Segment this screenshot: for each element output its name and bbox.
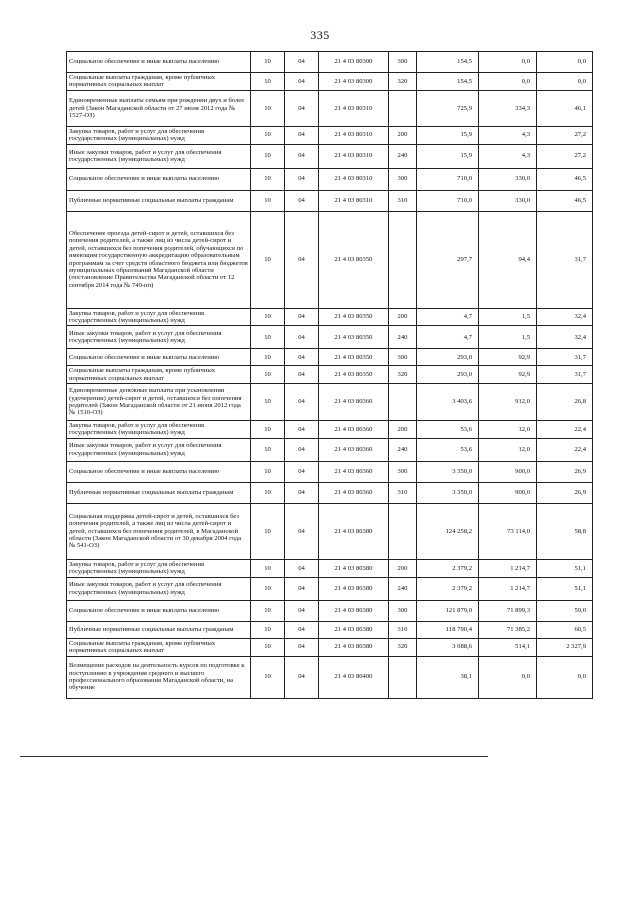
table-row [67,366,593,384]
cell-subsection-code: 04 [285,461,319,482]
cell-approved-amount: 293,0 [417,349,479,366]
table-row [67,90,593,126]
cell-name: Социальные выплаты гражданам, кроме публичных нормативных социальных выплат [67,638,251,656]
cell-section-code: 10 [251,656,285,698]
cell-target-article: 21 4 03 80310 [319,126,389,144]
table-row [67,168,593,190]
cell-execution-percent: 31,7 [537,211,593,308]
cell-executed-amount: 0,0 [479,73,537,91]
cell-subsection-code: 04 [285,90,319,126]
cell-execution-percent: 26,9 [537,482,593,503]
cell-target-article: 21 4 03 80380 [319,638,389,656]
cell-expense-type: 300 [389,52,417,73]
cell-name: Социальное обеспечение и иные выплаты населению [67,600,251,621]
cell-expense-type: 200 [389,559,417,577]
cell-execution-percent: 0,0 [537,73,593,91]
table-row [67,211,593,308]
cell-execution-percent: 0,0 [537,656,593,698]
cell-name: Социальное обеспечение и иные выплаты населению [67,349,251,366]
cell-expense-type: 240 [389,577,417,600]
cell-expense-type [389,384,417,421]
cell-expense-type: 300 [389,168,417,190]
cell-name: Публичные нормативные социальные выплаты гражданам [67,482,251,503]
cell-target-article: 21 4 03 80380 [319,600,389,621]
cell-executed-amount: 900,0 [479,482,537,503]
cell-section-code: 10 [251,559,285,577]
cell-execution-percent: 59,0 [537,600,593,621]
cell-subsection-code: 04 [285,349,319,366]
cell-section-code: 10 [251,126,285,144]
cell-subsection-code: 04 [285,600,319,621]
cell-target-article: 21 4 03 80350 [319,308,389,326]
cell-executed-amount: 1 214,7 [479,559,537,577]
cell-subsection-code: 04 [285,308,319,326]
cell-section-code: 10 [251,421,285,439]
cell-subsection-code: 04 [285,638,319,656]
table-row [67,638,593,656]
cell-executed-amount: 0,0 [479,52,537,73]
cell-name: Социальное обеспечение и иные выплаты населению [67,168,251,190]
cell-target-article: 21 4 03 80300 [319,73,389,91]
cell-execution-percent: 26,8 [537,384,593,421]
cell-expense-type [389,656,417,698]
cell-executed-amount: 912,0 [479,384,537,421]
cell-executed-amount: 12,0 [479,438,537,461]
cell-target-article: 21 4 03 80360 [319,461,389,482]
cell-section-code: 10 [251,461,285,482]
cell-section-code: 10 [251,482,285,503]
cell-expense-type: 310 [389,621,417,638]
cell-expense-type: 320 [389,366,417,384]
cell-execution-percent: 51,1 [537,577,593,600]
cell-target-article: 21 4 03 80300 [319,52,389,73]
cell-target-article: 21 4 03 80360 [319,482,389,503]
cell-approved-amount: 15,9 [417,126,479,144]
cell-executed-amount: 1,5 [479,326,537,349]
cell-subsection-code: 04 [285,126,319,144]
cell-target-article: 21 4 03 80380 [319,503,389,559]
cell-execution-percent: 32,4 [537,308,593,326]
cell-name: Социальное обеспечение и иные выплаты населению [67,461,251,482]
cell-approved-amount: 53,6 [417,421,479,439]
cell-execution-percent: 22,4 [537,438,593,461]
cell-execution-percent: 60,5 [537,621,593,638]
cell-executed-amount: 92,9 [479,366,537,384]
table-row [67,190,593,211]
cell-executed-amount: 1,5 [479,308,537,326]
cell-section-code: 10 [251,577,285,600]
cell-expense-type [389,211,417,308]
cell-name: Иные закупки товаров, работ и услуг для обеспечения государственных (муниципальных) нужд [67,326,251,349]
cell-name: Иные закупки товаров, работ и услуг для обеспечения государственных (муниципальных) нужд [67,438,251,461]
cell-expense-type: 320 [389,638,417,656]
cell-section-code: 10 [251,52,285,73]
cell-expense-type: 310 [389,482,417,503]
cell-approved-amount: 121 879,0 [417,600,479,621]
cell-execution-percent: 27,2 [537,144,593,168]
cell-execution-percent: 51,1 [537,559,593,577]
table-row [67,349,593,366]
cell-approved-amount: 293,0 [417,366,479,384]
table-row [67,577,593,600]
cell-name: Публичные нормативные социальные выплаты гражданам [67,190,251,211]
cell-approved-amount: 3 350,0 [417,461,479,482]
cell-target-article: 21 4 03 80310 [319,190,389,211]
cell-subsection-code: 04 [285,482,319,503]
cell-approved-amount: 15,9 [417,144,479,168]
cell-name: Иные закупки товаров, работ и услуг для обеспечения государственных (муниципальных) нужд [67,144,251,168]
table-row [67,326,593,349]
cell-subsection-code: 04 [285,144,319,168]
cell-approved-amount: 725,9 [417,90,479,126]
table-row [67,73,593,91]
cell-section-code: 10 [251,326,285,349]
cell-expense-type: 200 [389,126,417,144]
cell-target-article: 21 4 03 80360 [319,438,389,461]
budget-table [66,51,593,699]
cell-section-code: 10 [251,190,285,211]
cell-target-article: 21 4 03 80380 [319,559,389,577]
cell-subsection-code: 04 [285,190,319,211]
cell-execution-percent: 46,5 [537,168,593,190]
cell-subsection-code: 04 [285,384,319,421]
cell-section-code: 10 [251,73,285,91]
table-row [67,421,593,439]
cell-expense-type: 200 [389,308,417,326]
cell-approved-amount: 53,6 [417,438,479,461]
cell-expense-type: 240 [389,144,417,168]
cell-subsection-code: 04 [285,656,319,698]
cell-approved-amount: 2 379,2 [417,559,479,577]
cell-target-article: 21 4 03 80380 [319,577,389,600]
table-row [67,482,593,503]
cell-name: Закупка товаров, работ и услуг для обеспечения государственных (муниципальных) нужд [67,559,251,577]
cell-executed-amount: 1 214,7 [479,577,537,600]
cell-name: Социальное обеспечение и иные выплаты населению [67,52,251,73]
cell-executed-amount: 71 899,3 [479,600,537,621]
cell-target-article: 21 4 03 80350 [319,349,389,366]
table-row [67,621,593,638]
cell-section-code: 10 [251,638,285,656]
cell-approved-amount: 4,7 [417,326,479,349]
cell-subsection-code: 04 [285,421,319,439]
cell-execution-percent: 2 327,9 [537,638,593,656]
cell-subsection-code: 04 [285,559,319,577]
cell-executed-amount: 330,0 [479,190,537,211]
cell-execution-percent: 46,1 [537,90,593,126]
cell-name: Обеспечение проезда детей-сирот и детей, оставшихся без попечения родителей, а также лиц из числа детей-сирот и детей, оставшихся без попечения родителей, обучающихся по имеющим государственную аккредитацию образовательным программам за счет средств областного бюджета или бюджетов муниципальных образований Магаданской области (постановление Правительства Магаданской области от 12 сентября 2014 года № 749-пп) [67,211,251,308]
table-row [67,503,593,559]
cell-subsection-code: 04 [285,73,319,91]
cell-approved-amount: 124 258,2 [417,503,479,559]
footer-rule [20,756,488,757]
cell-execution-percent: 0,0 [537,52,593,73]
cell-execution-percent: 58,8 [537,503,593,559]
cell-approved-amount: 3 088,6 [417,638,479,656]
table-row [67,126,593,144]
cell-subsection-code: 04 [285,621,319,638]
cell-target-article: 21 4 03 80310 [319,144,389,168]
cell-section-code: 10 [251,90,285,126]
cell-name: Социальные выплаты гражданам, кроме публичных нормативных социальных выплат [67,73,251,91]
cell-name: Закупка товаров, работ и услуг для обеспечения государственных (муниципальных) нужд [67,126,251,144]
cell-executed-amount: 900,0 [479,461,537,482]
cell-target-article: 21 4 03 80310 [319,168,389,190]
cell-section-code: 10 [251,438,285,461]
cell-target-article: 21 4 03 80350 [319,366,389,384]
cell-subsection-code: 04 [285,503,319,559]
cell-approved-amount: 3 403,6 [417,384,479,421]
cell-approved-amount: 2 379,2 [417,577,479,600]
cell-expense-type: 200 [389,421,417,439]
table-row [67,461,593,482]
cell-subsection-code: 04 [285,168,319,190]
cell-section-code: 10 [251,168,285,190]
table-row [67,438,593,461]
cell-name: Иные закупки товаров, работ и услуг для обеспечения государственных (муниципальных) нужд [67,577,251,600]
cell-executed-amount: 330,0 [479,168,537,190]
cell-approved-amount: 710,0 [417,168,479,190]
cell-expense-type: 300 [389,349,417,366]
cell-approved-amount: 154,5 [417,73,479,91]
cell-name: Закупка товаров, работ и услуг для обеспечения государственных (муниципальных) нужд [67,421,251,439]
cell-execution-percent: 31,7 [537,349,593,366]
cell-executed-amount: 514,1 [479,638,537,656]
cell-execution-percent: 31,7 [537,366,593,384]
cell-subsection-code: 04 [285,326,319,349]
table-row [67,559,593,577]
cell-executed-amount: 71 385,2 [479,621,537,638]
budget-table-body [67,52,593,699]
table-row [67,52,593,73]
cell-execution-percent: 26,9 [537,461,593,482]
cell-name: Публичные нормативные социальные выплаты гражданам [67,621,251,638]
cell-executed-amount: 334,3 [479,90,537,126]
cell-subsection-code: 04 [285,438,319,461]
table-row [67,144,593,168]
cell-section-code: 10 [251,349,285,366]
table-row [67,656,593,698]
cell-execution-percent: 46,5 [537,190,593,211]
cell-name: Единовременные денежные выплаты при усыновлении (удочерении) детей-сирот и детей, оставшихся без попечения родителей (Закон Магаданской области от 21 июня 2012 года № 1510-ОЗ) [67,384,251,421]
cell-approved-amount: 118 790,4 [417,621,479,638]
cell-expense-type: 310 [389,190,417,211]
cell-expense-type: 320 [389,73,417,91]
cell-name: Закупка товаров, работ и услуг для обеспечения государственных (муниципальных) нужд [67,308,251,326]
cell-expense-type: 240 [389,438,417,461]
cell-section-code: 10 [251,600,285,621]
cell-section-code: 10 [251,384,285,421]
cell-expense-type [389,503,417,559]
cell-execution-percent: 27,2 [537,126,593,144]
page-number: 335 [310,28,330,42]
cell-expense-type: 300 [389,600,417,621]
table-row [67,308,593,326]
cell-executed-amount: 12,0 [479,421,537,439]
cell-name: Возмещение расходов на деятельность курсов по подготовке к поступлению в учреждения среднего и высшего профессионального образования Магаданской области, на обучение [67,656,251,698]
cell-name: Социальные выплаты гражданам, кроме публичных нормативных социальных выплат [67,366,251,384]
cell-executed-amount: 0,0 [479,656,537,698]
cell-approved-amount: 4,7 [417,308,479,326]
cell-expense-type: 240 [389,326,417,349]
cell-execution-percent: 22,4 [537,421,593,439]
cell-target-article: 21 4 03 80360 [319,384,389,421]
cell-executed-amount: 92,9 [479,349,537,366]
cell-approved-amount: 710,0 [417,190,479,211]
cell-subsection-code: 04 [285,366,319,384]
cell-executed-amount: 94,4 [479,211,537,308]
cell-executed-amount: 4,3 [479,144,537,168]
cell-subsection-code: 04 [285,577,319,600]
cell-name: Единовременные выплаты семьям при рождении двух и более детей (Закон Магаданской области от 27 июля 2012 года № 1527-ОЗ) [67,90,251,126]
cell-section-code: 10 [251,211,285,308]
cell-execution-percent: 32,4 [537,326,593,349]
cell-section-code: 10 [251,308,285,326]
cell-section-code: 10 [251,366,285,384]
cell-target-article: 21 4 03 80400 [319,656,389,698]
cell-executed-amount: 73 114,0 [479,503,537,559]
cell-name: Социальная поддержка детей-сирот и детей, оставшихся без попечения родителей, а также лиц из числа детей-сирот и детей, оставшихся без попечения родителей, в Магаданской области (Закон Магаданской области от 30 декабря 2004 года № 541-ОЗ) [67,503,251,559]
cell-subsection-code: 04 [285,211,319,308]
cell-executed-amount: 4,3 [479,126,537,144]
cell-target-article: 21 4 03 80360 [319,421,389,439]
cell-target-article: 21 4 03 80350 [319,326,389,349]
cell-target-article: 21 4 03 80380 [319,621,389,638]
cell-approved-amount: 154,5 [417,52,479,73]
table-row [67,600,593,621]
cell-section-code: 10 [251,144,285,168]
cell-section-code: 10 [251,503,285,559]
cell-target-article: 21 4 03 80310 [319,90,389,126]
cell-approved-amount: 3 350,0 [417,482,479,503]
cell-approved-amount: 38,1 [417,656,479,698]
cell-section-code: 10 [251,621,285,638]
cell-target-article: 21 4 03 80350 [319,211,389,308]
cell-subsection-code: 04 [285,52,319,73]
cell-approved-amount: 297,7 [417,211,479,308]
table-row [67,384,593,421]
cell-expense-type [389,90,417,126]
cell-expense-type: 300 [389,461,417,482]
